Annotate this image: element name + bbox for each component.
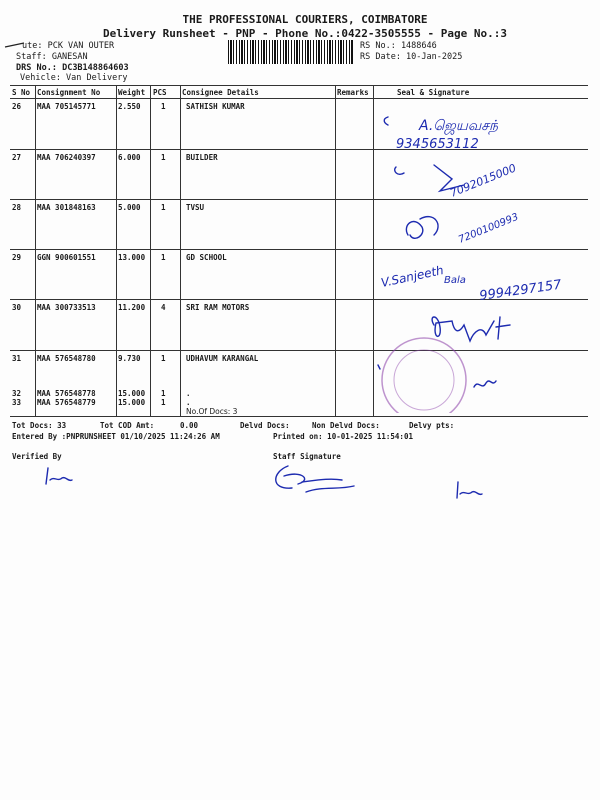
row-33-consignment: MAA 576548779 — [37, 398, 96, 407]
row-28-consignment: MAA 301848163 — [37, 203, 96, 212]
row-33-sno: 33 — [12, 398, 22, 407]
pen-stroke-icon — [4, 40, 26, 50]
handwritten-phone-27: 7092015000 — [448, 161, 519, 200]
row-27-consignment: MAA 706240397 — [37, 153, 96, 162]
row-29-sno: 29 — [12, 253, 22, 262]
col-divider — [35, 86, 36, 416]
row-26-consignment: MAA 705145771 — [37, 102, 96, 111]
row-32-consignee: . — [186, 389, 191, 398]
row-27-sno: 27 — [12, 153, 22, 162]
staff-signature-label: Staff Signature — [273, 452, 341, 461]
row-33-consignee: . — [186, 398, 191, 407]
printed-on: Printed on: 10-01-2025 11:54:01 — [273, 432, 413, 441]
delvd-docs-label: Delvd Docs: — [240, 421, 290, 430]
row-31-weight: 9.730 — [118, 354, 141, 363]
row-26-consignee: SATHISH KUMAR — [186, 102, 245, 111]
entered-by: Entered By :PNPRUNSHEET 01/10/2025 11:24:26 AM — [12, 432, 220, 441]
handwritten-phone-28: 7200100993 — [457, 211, 521, 246]
row-26-sno: 26 — [12, 102, 22, 111]
handwritten-phone-26: 9345653112 — [396, 137, 479, 152]
row-31-consignment: MAA 576548780 — [37, 354, 96, 363]
handwritten-extra-29: Bala — [444, 275, 466, 286]
staff-label: Staff: GANESAN — [16, 52, 88, 62]
row-32-consignment: MAA 576548778 — [37, 389, 96, 398]
page-subtitle: Delivery Runsheet - PNP - Phone No.:0422-3505555 - Page No.:3 — [103, 27, 507, 40]
drs-label: DRS No.: — [16, 63, 57, 73]
row-33-weight: 15.000 — [118, 398, 146, 407]
col-header-consignment: Consignment No — [37, 88, 101, 97]
row-28-pcs: 1 — [161, 203, 166, 212]
handwritten-name-29: V.Sanjeeth — [379, 263, 445, 290]
tot-cod-label: Tot COD Amt: — [100, 421, 155, 430]
tot-docs: Tot Docs: 33 — [12, 421, 67, 430]
signature-30 — [432, 317, 510, 341]
row-28-weight: 5.000 — [118, 203, 141, 212]
row-29-weight: 13.000 — [118, 253, 146, 262]
row-27-pcs: 1 — [161, 153, 166, 162]
totals-line — [12, 421, 66, 430]
col-divider — [150, 86, 151, 416]
row-26-weight: 2.550 — [118, 102, 141, 111]
row-32-pcs: 1 — [161, 389, 166, 398]
col-header-seal-signature: Seal & Signature — [397, 88, 470, 97]
signature-31 — [474, 381, 496, 387]
staff-signature — [262, 462, 362, 498]
row-30-pcs: 4 — [161, 303, 166, 312]
rs-number: RS No.: 1488646 — [360, 41, 437, 51]
row-31-pcs: 1 — [161, 354, 166, 363]
row-29-consignment: GGN 900601551 — [37, 253, 96, 262]
verified-by-label: Verified By — [12, 452, 62, 461]
row-30-consignment: MAA 300733513 — [37, 303, 96, 312]
page-title: THE PROFESSIONAL COURIERS, COIMBATORE — [182, 13, 428, 26]
col-divider — [116, 86, 117, 416]
signature-area — [374, 95, 590, 413]
row-32-weight: 15.000 — [118, 389, 146, 398]
col-header-pcs: PCS — [153, 88, 167, 97]
row-30-consignee: SRI RAM MOTORS — [186, 303, 250, 312]
row-33-pcs: 1 — [161, 398, 166, 407]
non-delvd-docs-label: Non Delvd Docs: — [312, 421, 380, 430]
initials-signature — [452, 478, 488, 504]
col-header-remarks: Remarks — [337, 88, 369, 97]
col-header-consignee: Consignee Details — [182, 88, 259, 97]
row-31-consignee: UDHAVUM KARANGAL — [186, 354, 259, 363]
col-header-sno: S No — [12, 88, 31, 97]
col-divider — [180, 86, 181, 416]
drs-number: DC3B148864603 — [62, 63, 129, 73]
row-29-consignee: GD SCHOOL — [186, 253, 227, 262]
handwritten-phone-29: 9994297157 — [478, 277, 563, 304]
row-27-weight: 6.000 — [118, 153, 141, 162]
signature-28 — [406, 217, 438, 239]
col-divider — [335, 86, 336, 416]
barcode — [228, 40, 353, 64]
row-30-sno: 30 — [12, 303, 22, 312]
col-header-weight: Weight — [118, 88, 146, 97]
drs-line — [16, 63, 129, 73]
vehicle-label: Vehicle: Van Delivery — [20, 73, 128, 83]
row-32-sno: 32 — [12, 389, 22, 398]
row-30-weight: 11.200 — [118, 303, 146, 312]
no-of-docs: No.Of Docs: 3 — [186, 407, 238, 416]
signature-stroke — [384, 117, 388, 125]
tot-cod-value: 0.00 — [180, 421, 199, 430]
route-label: ute: PCK VAN OUTER — [22, 41, 115, 51]
row-27-consignee: BUILDER — [186, 153, 218, 162]
row-31-sno: 31 — [12, 354, 22, 363]
row-28-sno: 28 — [12, 203, 22, 212]
handwritten-name-26: A.ஜெயவசந் — [419, 118, 498, 134]
delvy-pts-label: Delvy pts: — [409, 421, 455, 430]
row-28-consignee: TVSU — [186, 203, 205, 212]
rs-date: RS Date: 10-Jan-2025 — [360, 52, 463, 62]
verifier-signature — [40, 462, 80, 492]
row-26-pcs: 1 — [161, 102, 166, 111]
row-29-pcs: 1 — [161, 253, 166, 262]
